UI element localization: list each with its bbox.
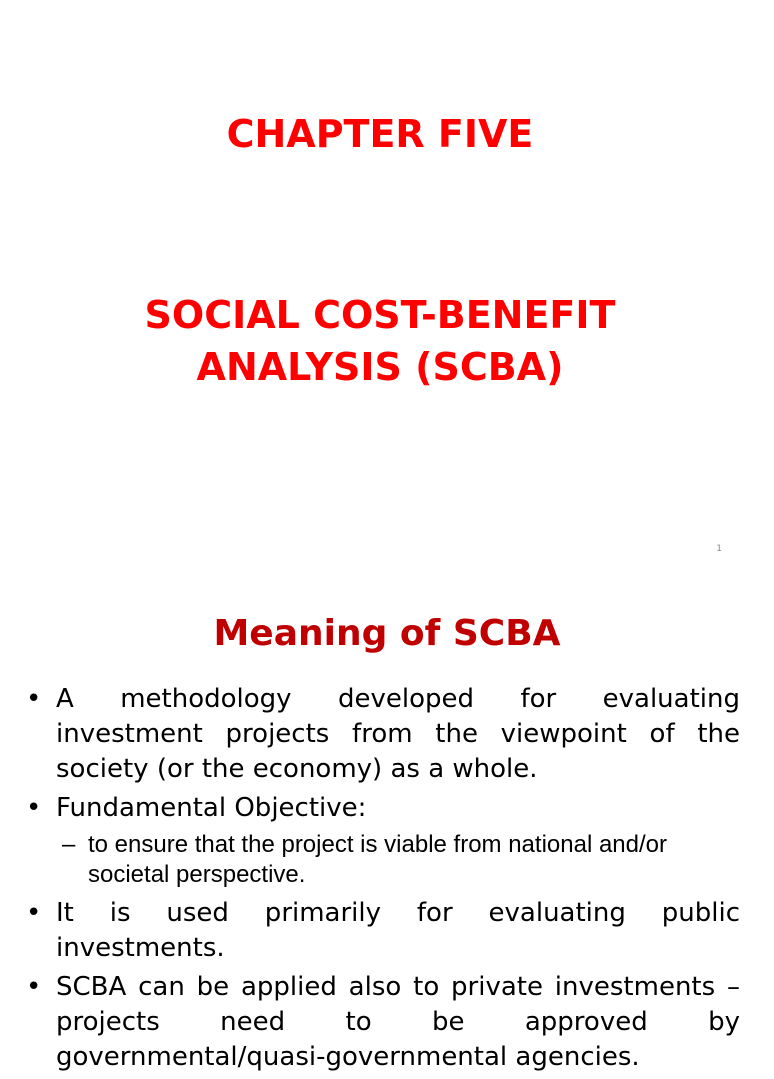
bullet-marker: •	[26, 793, 42, 823]
bullet-text: A methodology developed for evaluating investment projects from the viewpoint of the society (or the economy) as a whole.	[56, 684, 740, 784]
bullet-marker: •	[26, 972, 42, 1002]
slide-heading: Meaning of SCBA	[213, 613, 561, 654]
bullet-item	[26, 791, 740, 826]
slide-title-line-1: SOCIAL COST-BENEFIT	[144, 293, 616, 337]
bullet-list	[26, 682, 740, 1079]
bullet-marker: •	[26, 684, 42, 714]
bullet-text: It is used primarily for evaluating public investments.	[56, 898, 740, 963]
bullet-marker: •	[26, 898, 42, 928]
bullet-item	[26, 970, 740, 1075]
dash-marker: –	[62, 831, 76, 858]
sub-bullet-item	[26, 830, 740, 890]
slide-title-line-2: ANALYSIS (SCBA)	[196, 345, 564, 389]
slide-title	[0, 289, 760, 393]
bullet-item	[26, 896, 740, 966]
bullet-text: SCBA can be applied also to private investments – projects need to be approved by governmental/quasi-governmental agencies.	[56, 972, 740, 1072]
page-number: 1	[716, 544, 722, 554]
bullet-item	[26, 682, 740, 787]
chapter-label: CHAPTER FIVE	[226, 112, 534, 156]
sub-bullet-text: to ensure that the project is viable from national and/or societal perspective.	[88, 831, 667, 888]
slide-2	[0, 576, 768, 1072]
bullet-text: Fundamental Objective:	[56, 793, 367, 823]
